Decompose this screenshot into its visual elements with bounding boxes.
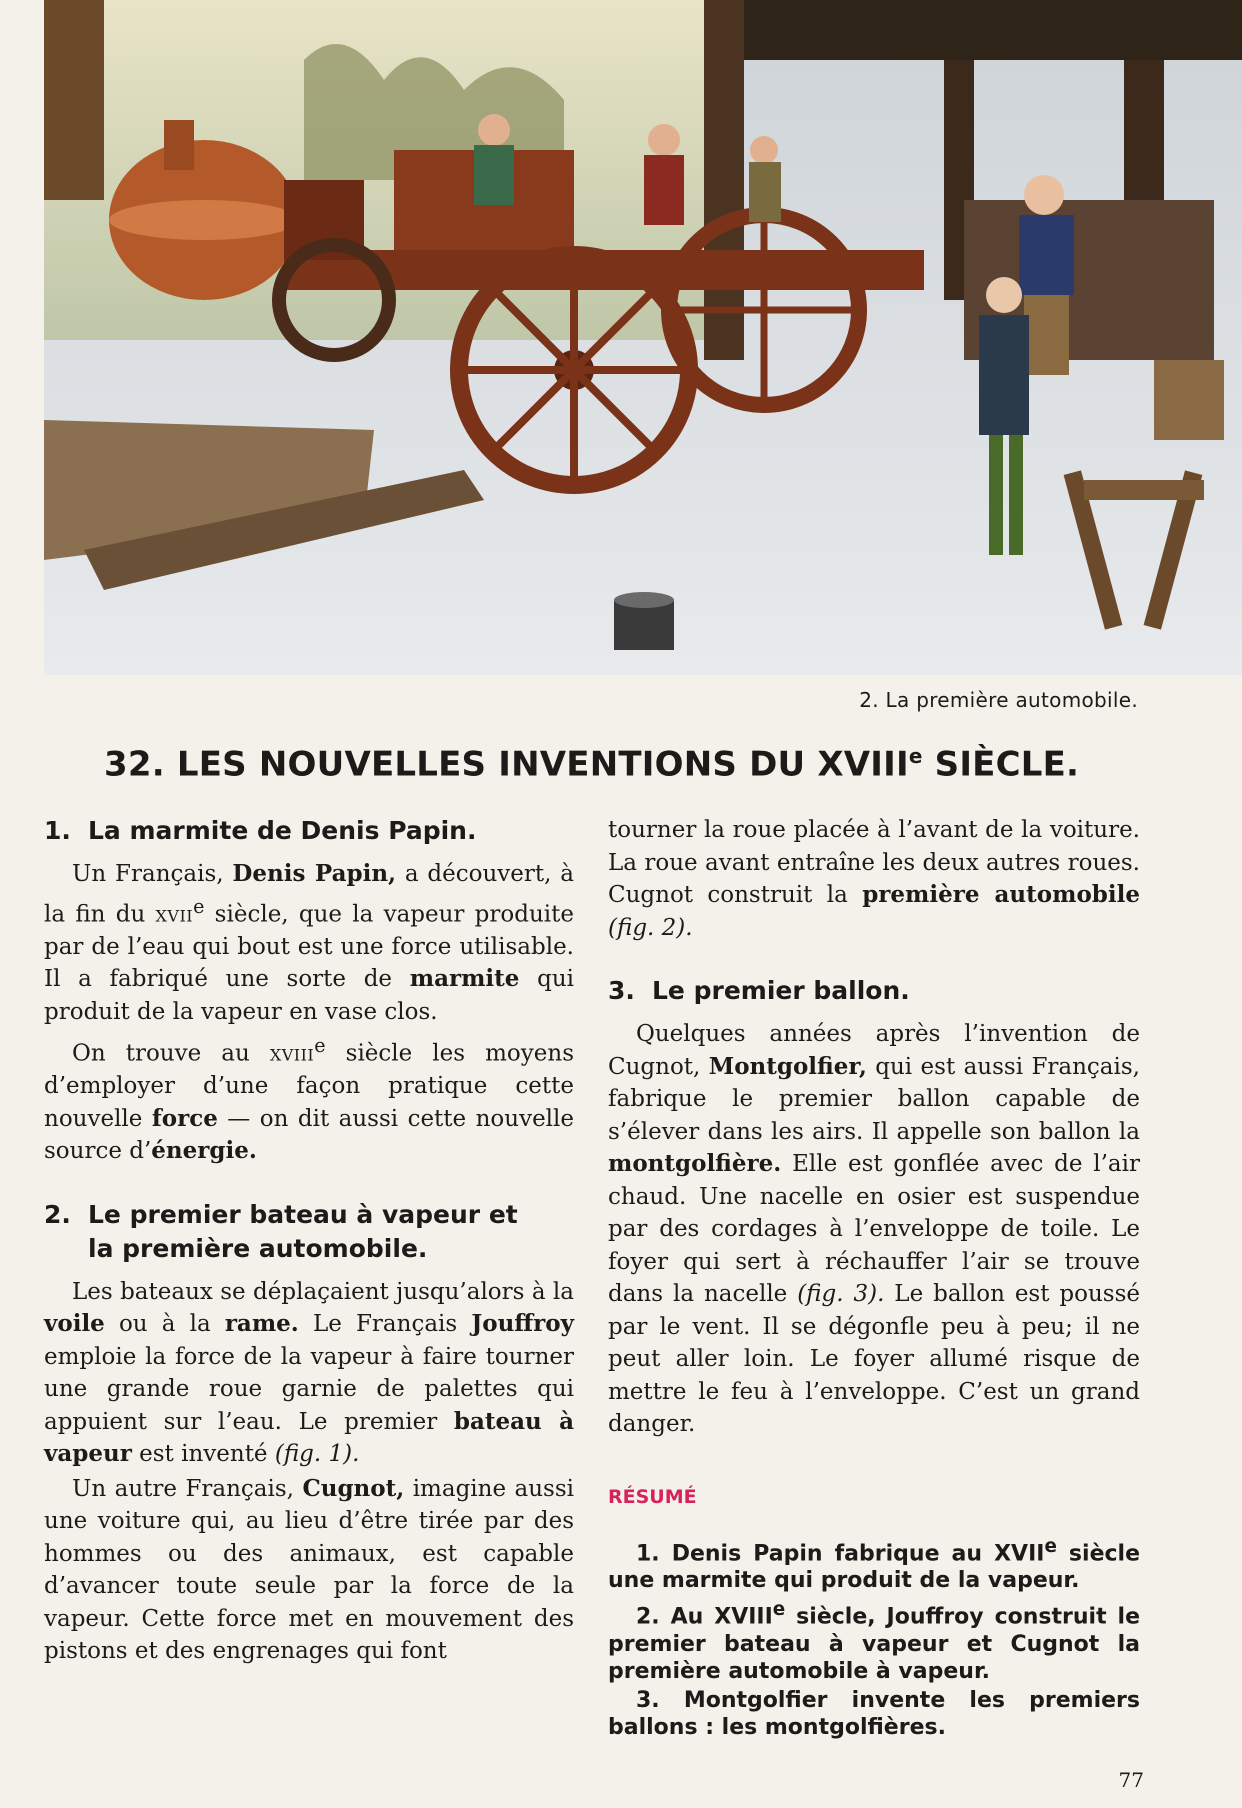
chapter-title: 32. LES NOUVELLES INVENTIONS DU XVIIIe SIÈCLE.: [104, 744, 1080, 785]
resume-item-1: 1. Denis Papin fabrique au XVIIe siècle une marmite qui produit de la vapeur.: [608, 1536, 1140, 1594]
figure-caption: 2. La première automobile.: [859, 688, 1138, 712]
resume-box: [608, 1533, 1140, 1741]
resume-item-2: 2. Au XVIIIe siècle, Jouffroy construit le premier bateau à vapeur et Cugnot la première automobile à vapeur.: [608, 1599, 1140, 1684]
cugnot-steam-car-illustration: [44, 0, 1242, 675]
section-2-paragraph-2: Un autre Français, Cugnot, imagine aussi une voiture qui, au lieu d’être tirée par des hommes ou des animaux, est capable d’avancer toute seule par la force de la vapeur. Cette force met en mouvement des pistons et des engrenages qui font: [44, 1474, 574, 1665]
section-2-heading: 2. Le premier bateau à vapeur et la première automobile.: [44, 1199, 518, 1263]
section-1-paragraph-1: Un Français, Denis Papin, a découvert, à la fin du xvii$^e$ siècle, que la vapeur produite par de l’eau qui bout est une force utilisable. Il a fabriqué une sorte de marmite qui produit de la vapeur en vase clos.: [44, 860, 575, 1025]
section-2-paragraph-3: tourner la roue placée à l’avant de la voiture. La roue avant entraîne les deux autres roues. Cugnot construit la première automobile (fig. 2).: [608, 817, 1140, 941]
page-number: 77: [1118, 1768, 1144, 1792]
resume-item-3: 3. Montgolfier invente les premiers ballons : les montgolfières.: [608, 1687, 1140, 1740]
section-2-paragraph-1: Les bateaux se déplaçaient jusqu’alors à la voile ou à la rame. Le Français Jouffroy emploie la force de la vapeur à faire tourner une grande roue garnie de palettes qui appuient sur l’eau. Le premier bateau à vapeur est inventé (fig. 1).: [44, 1278, 574, 1468]
section-1-paragraph-2: On trouve au xviii$^e$ siècle les moyens d’employer d’une façon pratique cette nouvelle force — on dit aussi cette nouvelle source d’énergie.: [44, 1034, 575, 1165]
section-1-heading: 1. La marmite de Denis Papin.: [44, 816, 477, 845]
section-3-paragraph-1: Quelques années après l’invention de Cugnot, Montgolfier, qui est aussi Français, fabrique le premier ballon capable de s’élever dans les airs. Il appelle son ballon la montgolfière. Elle est gonflée avec de l’air chaud. Une nacelle en osier est suspendue par des cordages à l’enveloppe de toile. Le foyer qui sert à réchauffer l’air se trouve dans la nacelle (fig. 3). Le ballon est poussé par le vent. Il se dégonfle peu à peu; il ne peut aller loin. Le foyer allumé risque de mettre le feu à l’enveloppe. C’est un grand danger.: [608, 1021, 1140, 1437]
resume-label: RÉSUMÉ: [608, 1485, 697, 1508]
illustration-first-automobile: [44, 0, 1242, 675]
left-column: [44, 810, 574, 1670]
right-column: [608, 814, 1140, 1743]
section-3-heading: 3. Le premier ballon.: [608, 976, 910, 1005]
